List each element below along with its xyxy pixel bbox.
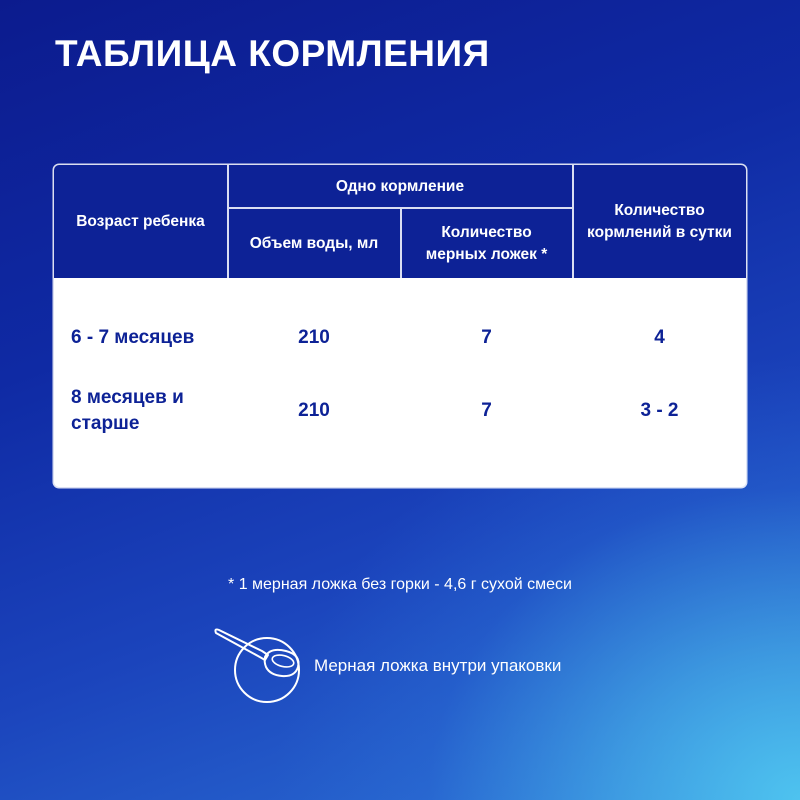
row-age: 8 месяцев и старше <box>71 387 184 434</box>
row-scoops: 7 <box>481 327 492 348</box>
header-scoop-count: Количество мерных ложек * <box>425 223 548 263</box>
header-age: Возраст ребенка <box>76 212 205 230</box>
row-water: 210 <box>298 327 330 348</box>
spoon-note <box>212 626 561 706</box>
row-feedings: 3 - 2 <box>640 400 679 421</box>
measuring-spoon-icon <box>212 627 308 705</box>
row-age: 6 - 7 месяцев <box>71 327 195 348</box>
header-divider <box>400 208 402 278</box>
row-feedings: 4 <box>654 327 665 348</box>
header-water-volume: Объем воды, мл <box>249 234 379 252</box>
header-divider <box>228 207 572 209</box>
row-water: 210 <box>298 400 330 421</box>
header-divider <box>572 165 574 278</box>
feeding-table <box>54 165 746 487</box>
page-title: ТАБЛИЦА КОРМЛЕНИЯ <box>55 33 490 74</box>
table-header <box>54 165 746 278</box>
footnote: * 1 мерная ложка без горки - 4,6 г сухой смеси <box>228 576 572 593</box>
row-scoops: 7 <box>481 400 492 421</box>
header-feedings-per-day: Количество кормлений в сутки <box>587 201 732 241</box>
header-single-feeding: Одно кормление <box>335 177 465 195</box>
spoon-label: Мерная ложка внутри упаковки <box>314 656 562 675</box>
header-divider <box>227 165 229 278</box>
